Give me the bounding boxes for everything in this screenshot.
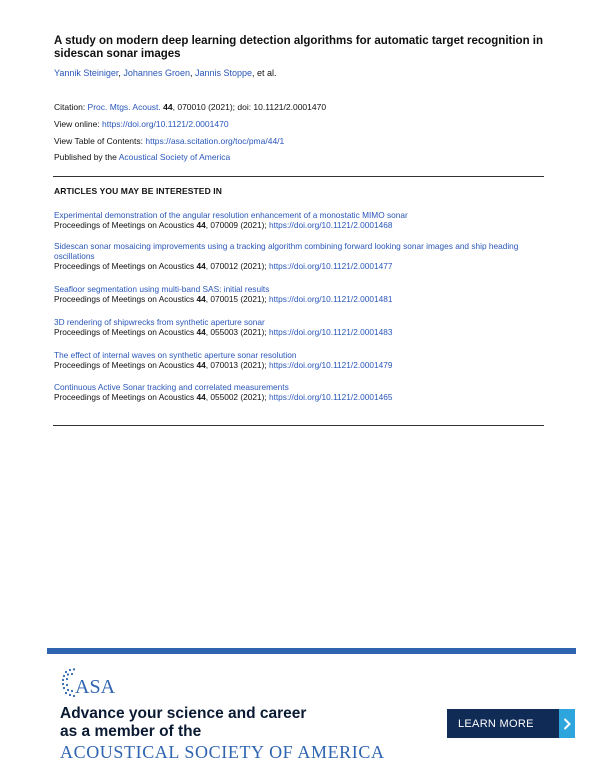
learn-more-button[interactable] [447, 709, 575, 738]
related-article-doi[interactable]: https://doi.org/10.1121/2.0001477 [268, 261, 393, 271]
divider [53, 425, 544, 426]
divider [53, 176, 544, 177]
related-article-doi[interactable]: https://doi.org/10.1121/2.0001481 [268, 294, 393, 304]
related-article-title[interactable]: Continuous Active Sonar tracking and correlated measurements [54, 382, 289, 392]
volume: 44 [196, 327, 206, 337]
related-article-title[interactable]: Sidescan sonar mosaicing improvements using a tracking algorithm combining forward looking sonar images and ship heading oscillations [54, 241, 519, 261]
volume: 44 [196, 261, 206, 271]
ref: , 055003 (2021); [205, 327, 269, 337]
view-online-line [54, 119, 229, 130]
author-separator: , [118, 68, 124, 78]
related-article [54, 350, 544, 370]
view-online-link[interactable]: https://doi.org/10.1121/2.0001470 [102, 119, 229, 129]
related-article-title[interactable]: Seafloor segmentation using multi-band SAS: initial results [54, 284, 270, 294]
chevron-right-icon [559, 709, 575, 738]
ref: , 070013 (2021); [205, 360, 269, 370]
citation-volume: 44 [163, 102, 173, 112]
paper-title: A study on modern deep learning detection algorithms for automatic target recognition in sidescan sonar images [54, 35, 544, 60]
related-article-doi[interactable]: https://doi.org/10.1121/2.0001479 [268, 360, 393, 370]
toc-link[interactable]: https://asa.scitation.org/toc/pma/44/1 [145, 136, 285, 146]
related-article [54, 284, 544, 304]
author-list [54, 68, 277, 79]
journal-name: Proceedings of Meetings on Acoustics [54, 392, 197, 402]
related-article-title[interactable]: 3D rendering of shipwrecks from synthetic aperture sonar [54, 317, 265, 327]
ref: , 070009 (2021); [205, 220, 269, 230]
journal-name: Proceedings of Meetings on Acoustics [54, 327, 197, 337]
volume: 44 [196, 392, 206, 402]
citation-rest: , 070010 (2021); doi: 10.1121/2.0001470 [172, 102, 327, 112]
citation-label: Citation: [54, 102, 88, 112]
related-article-title[interactable]: Experimental demonstration of the angular resolution enhancement of a monostatic MIMO sonar [54, 210, 408, 220]
published-line [54, 152, 230, 163]
journal-link[interactable]: Proc. Mtgs. Acoust. [87, 102, 161, 112]
related-article-citation [54, 294, 544, 304]
author-link[interactable]: Jannis Stoppe [194, 68, 253, 78]
journal-name: Proceedings of Meetings on Acoustics [54, 294, 197, 304]
related-article [54, 210, 544, 230]
related-article-doi[interactable]: https://doi.org/10.1121/2.0001483 [268, 327, 393, 337]
authors-suffix: , et al. [252, 68, 277, 78]
banner-subheadline: as a member of the [60, 723, 202, 740]
volume: 44 [196, 220, 206, 230]
learn-more-label: LEARN MORE [458, 717, 534, 730]
related-article [54, 382, 544, 402]
related-article-citation [54, 220, 544, 230]
related-article-citation [54, 327, 544, 337]
ref: , 055002 (2021); [205, 392, 269, 402]
related-article-citation [54, 360, 544, 370]
view-online-label: View online: [54, 119, 103, 129]
journal-name: Proceedings of Meetings on Acoustics [54, 360, 197, 370]
asa-wave-icon [58, 666, 138, 702]
author-separator: , [189, 68, 195, 78]
related-article-title[interactable]: The effect of internal waves on synthetic aperture sonar resolution [54, 350, 297, 360]
related-article-citation [54, 392, 544, 402]
banner-headline: Advance your science and career [60, 705, 307, 722]
volume: 44 [196, 360, 206, 370]
volume: 44 [196, 294, 206, 304]
journal-name: Proceedings of Meetings on Acoustics [54, 220, 197, 230]
banner-society-name: ACOUSTICAL SOCIETY OF AMERICA [60, 742, 385, 762]
author-link[interactable]: Yannik Steiniger [54, 68, 119, 78]
related-article-doi[interactable]: https://doi.org/10.1121/2.0001468 [268, 220, 393, 230]
asa-membership-banner[interactable] [47, 648, 576, 762]
related-heading: ARTICLES YOU MAY BE INTERESTED IN [54, 186, 222, 196]
author-link[interactable]: Johannes Groen [123, 68, 190, 78]
ref: , 070012 (2021); [205, 261, 269, 271]
publisher-link[interactable]: Acoustical Society of America [118, 152, 231, 162]
ref: , 070015 (2021); [205, 294, 269, 304]
related-article [54, 317, 544, 337]
related-article-doi[interactable]: https://doi.org/10.1121/2.0001465 [268, 392, 393, 402]
asa-logo [58, 666, 138, 702]
asa-logo-text: ASA [75, 676, 116, 698]
citation-line [54, 102, 326, 113]
related-article [54, 241, 544, 271]
published-label: Published by the [54, 152, 119, 162]
journal-name: Proceedings of Meetings on Acoustics [54, 261, 197, 271]
related-article-citation [54, 261, 544, 271]
toc-label: View Table of Contents: [54, 136, 146, 146]
toc-line [54, 136, 284, 147]
